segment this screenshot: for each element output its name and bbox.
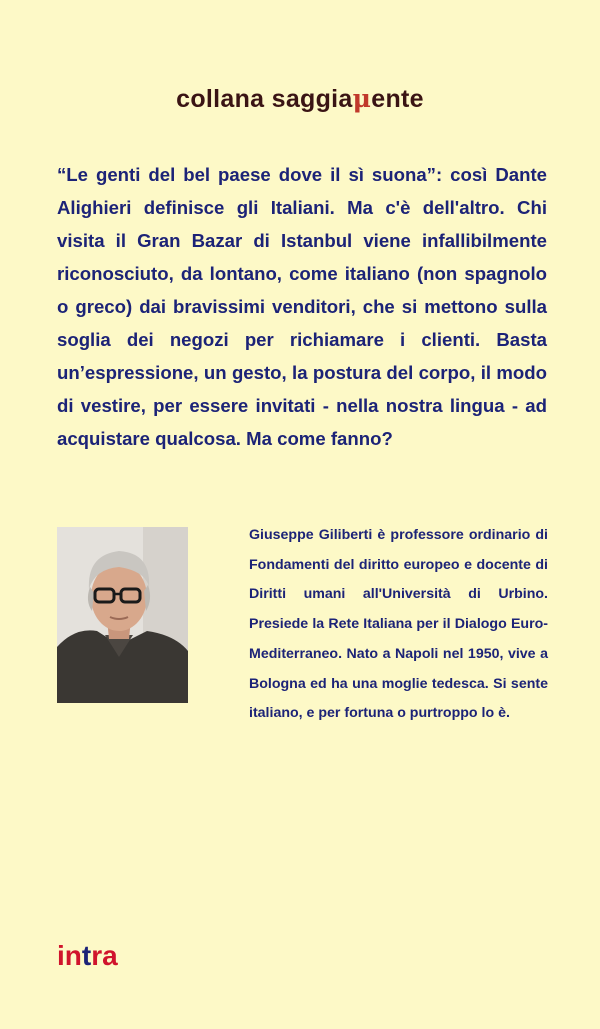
author-photo (57, 527, 188, 703)
series-mu-letter: μ (352, 84, 372, 113)
back-cover-blurb: “Le genti del bel paese dove il sì suona”: così Dante Alighieri definisce gli Italiani. Ma c'è dell'altro. Chi visita il Gran Bazar di Istanbul viene infallibilmente riconosciuto, da lontano, come italiano (non spagnolo o greco) dai bravissimi venditori, che si mettono sulla soglia dei negozi per richiamare i clienti. Basta un’espressione, un gesto, la postura del corpo, il modo di vestire, per essere invitati - nella nostra lingua - ad acquistare qualcosa. Ma come fanno? (57, 164, 547, 449)
author-bio-text: è professore ordinario di Fondamenti del diritto europeo e docente di Diritti umani all'Università di Urbino. Presiede la Rete Italiana per il Dialogo Euro-Mediterraneo. Nato a Napoli nel 1950, vive a Bologna ed ha una moglie tedesca. Si sente italiano, e per fortuna o purtroppo lo è. (249, 527, 548, 722)
author-bio (249, 521, 548, 729)
series-suffix: ente (371, 85, 424, 113)
logo-part-2: t (81, 940, 92, 971)
logo-part-3: ra (91, 940, 118, 971)
author-portrait-image (57, 527, 188, 703)
publisher-logo (57, 940, 118, 972)
series-title (0, 84, 600, 114)
author-name: Giuseppe Giliberti (249, 527, 373, 543)
series-prefix: collana saggia (176, 85, 353, 113)
logo-part-1: in (57, 940, 82, 971)
